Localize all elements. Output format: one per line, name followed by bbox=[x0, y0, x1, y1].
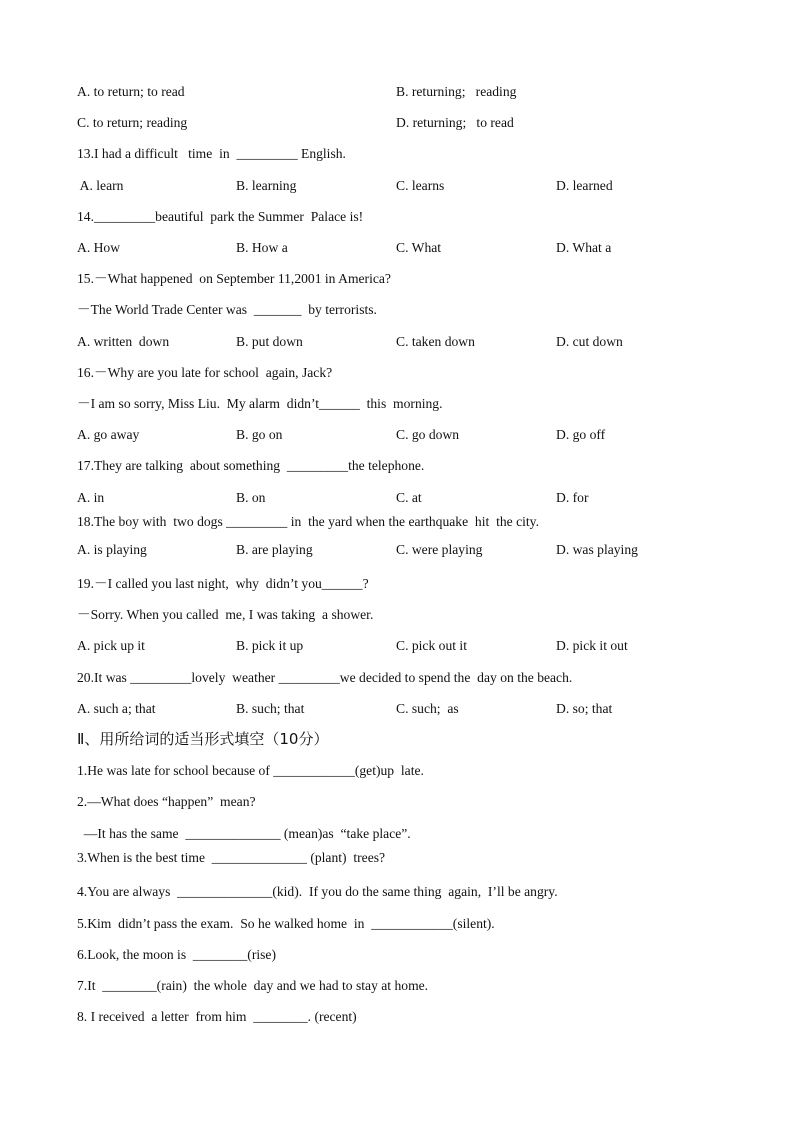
section-2-item-6: 6.Look, the moon is ________(rise) bbox=[77, 947, 276, 962]
section-2-item-4: 4.You are always ______________(kid). If you do the same thing again, I’ll be angry. bbox=[77, 884, 558, 899]
section-2-item-5: 5.Kim didn’t pass the exam. So he walked home in ____________(silent). bbox=[77, 916, 495, 931]
q14-option-d: D. What a bbox=[556, 240, 612, 255]
q20-option-c: C. such; as bbox=[396, 701, 459, 716]
q13-option-a: A. learn bbox=[77, 178, 124, 193]
q18-option-a: A. is playing bbox=[77, 542, 147, 557]
q13-option-b: B. learning bbox=[236, 178, 297, 193]
q19-stem: 19.－I called you last night, why didn’t you______? bbox=[77, 576, 369, 591]
section-2-item-2: 2.—What does “happen” mean? bbox=[77, 794, 256, 809]
q12-option-d: D. returning; to read bbox=[396, 115, 514, 130]
q16-option-d: D. go off bbox=[556, 427, 606, 442]
q18-option-d: D. was playing bbox=[556, 542, 638, 557]
q18-option-c: C. were playing bbox=[396, 542, 483, 557]
q15-option-d: D. cut down bbox=[556, 334, 623, 349]
q17-option-d: D. for bbox=[556, 490, 589, 505]
q16-stem: 16.－Why are you late for school again, Jack? bbox=[77, 365, 333, 380]
section-2-title: Ⅱ、用所给词的适当形式填空（10分） bbox=[77, 730, 329, 748]
q17-option-b: B. on bbox=[236, 490, 266, 505]
section-2-item-7: 7.It ________(rain) the whole day and we had to stay at home. bbox=[77, 978, 429, 993]
q17-option-c: C. at bbox=[396, 490, 422, 505]
q19-reply: －Sorry. When you called me, I was taking a shower. bbox=[77, 607, 374, 622]
q13-stem: 13.I had a difficult time in _________ English. bbox=[77, 146, 346, 161]
q19-option-d: D. pick it out bbox=[556, 638, 628, 653]
q12-option-b: B. returning; reading bbox=[396, 84, 517, 99]
q15-reply: －The World Trade Center was _______ by terrorists. bbox=[77, 302, 377, 317]
section-2-item-8: 8. I received a letter from him ________. (recent) bbox=[77, 1009, 357, 1024]
q14-option-b: B. How a bbox=[236, 240, 288, 255]
section-2-item-3: 3.When is the best time ______________ (plant) trees? bbox=[77, 850, 386, 865]
q18-option-b: B. are playing bbox=[236, 542, 313, 557]
q12-option-a: A. to return; to read bbox=[77, 84, 185, 99]
q15-option-b: B. put down bbox=[236, 334, 303, 349]
q16-option-b: B. go on bbox=[236, 427, 283, 442]
q13-option-d: D. learned bbox=[556, 178, 613, 193]
q13-option-c: C. learns bbox=[396, 178, 445, 193]
q17-stem: 17.They are talking about something _________the telephone. bbox=[77, 458, 425, 473]
q15-option-c: C. taken down bbox=[396, 334, 475, 349]
q16-reply: －I am so sorry, Miss Liu. My alarm didn’t______ this morning. bbox=[77, 396, 443, 411]
q20-stem: 20.It was _________lovely weather _________we decided to spend the day on the beach. bbox=[77, 670, 573, 685]
q15-stem: 15.－What happened on September 11,2001 in America? bbox=[77, 271, 391, 286]
q19-option-c: C. pick out it bbox=[396, 638, 467, 653]
q14-stem: 14._________beautiful park the Summer Palace is! bbox=[77, 209, 364, 224]
q16-option-a: A. go away bbox=[77, 427, 140, 442]
q19-option-a: A. pick up it bbox=[77, 638, 145, 653]
q20-option-b: B. such; that bbox=[236, 701, 305, 716]
section-2-item-2-reply: —It has the same ______________ (mean)as “take place”. bbox=[77, 826, 411, 841]
q14-option-c: C. What bbox=[396, 240, 442, 255]
section-2-item-1: 1.He was late for school because of ____________(get)up late. bbox=[77, 763, 424, 778]
q18-stem: 18.The boy with two dogs _________ in the yard when the earthquake hit the city. bbox=[77, 514, 539, 529]
q20-option-a: A. such a; that bbox=[77, 701, 156, 716]
q17-option-a: A. in bbox=[77, 490, 105, 505]
q12-option-c: C. to return; reading bbox=[77, 115, 188, 130]
q16-option-c: C. go down bbox=[396, 427, 460, 442]
q15-option-a: A. written down bbox=[77, 334, 170, 349]
q20-option-d: D. so; that bbox=[556, 701, 613, 716]
q14-option-a: A. How bbox=[77, 240, 121, 255]
q19-option-b: B. pick it up bbox=[236, 638, 304, 653]
